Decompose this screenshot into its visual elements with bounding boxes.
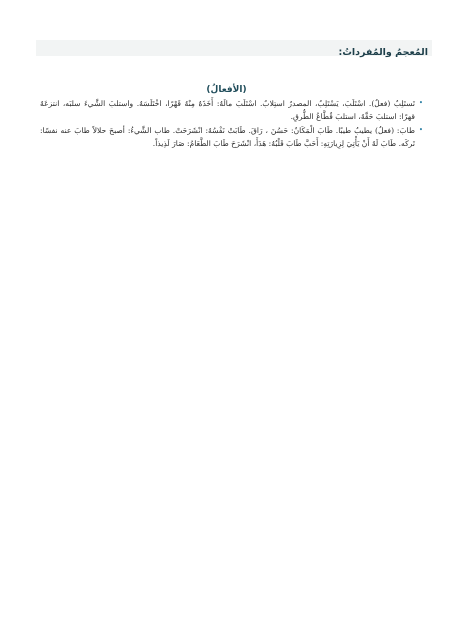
vocabulary-entry	[40, 97, 423, 123]
section-title: المُعجمُ والمُفرداتُ:	[338, 47, 428, 58]
section-header-bar	[36, 40, 432, 56]
entry-text: تَستَلِبُ (فعلٌ). اسْتَلَبَ، يَسْتَلِبُ، المصدرُ استِلابٌ. اسْتَلَبَ مالَهُ: أَخَذَهُ مِنْهُ قَهْرًا، اخْتَلَسَهُ. واستلبَ الشَّيءَ سلبَه، انتزعَهُ قهرًا: استلبَ حَقَّهُ، استلبَ قُطَّاعُ الطُّرقِ.	[40, 99, 415, 121]
bullet-icon: •	[418, 126, 423, 134]
vocabulary-entry	[40, 124, 423, 150]
vocabulary-entries	[40, 97, 423, 151]
verbs-subheading: (الأفعالُ)	[206, 85, 247, 95]
entry-text: طابَ: (فعلٌ) يطيبُ طيبًا. طَابَ الْمَكَانُ: حَسُنَ ، رَاقَ. طَابَتْ نَفْسُهُ: انْشَرَحَتْ. طاب الشَّيءُ: أصبحَ حلالاً طابَ عنه نفسًا: تَركَه. طَابَ لَهُ أَنْ يَأْتِيَ لِزِيارَتِهِ: أَحَبَّ طَابَ قَلْبُهُ: هَدَأَ، انْشَرَحَ طَابَ الطَّعَامُ: صَارَ لَذِيذاً.	[40, 126, 415, 148]
bullet-icon: •	[418, 99, 423, 107]
